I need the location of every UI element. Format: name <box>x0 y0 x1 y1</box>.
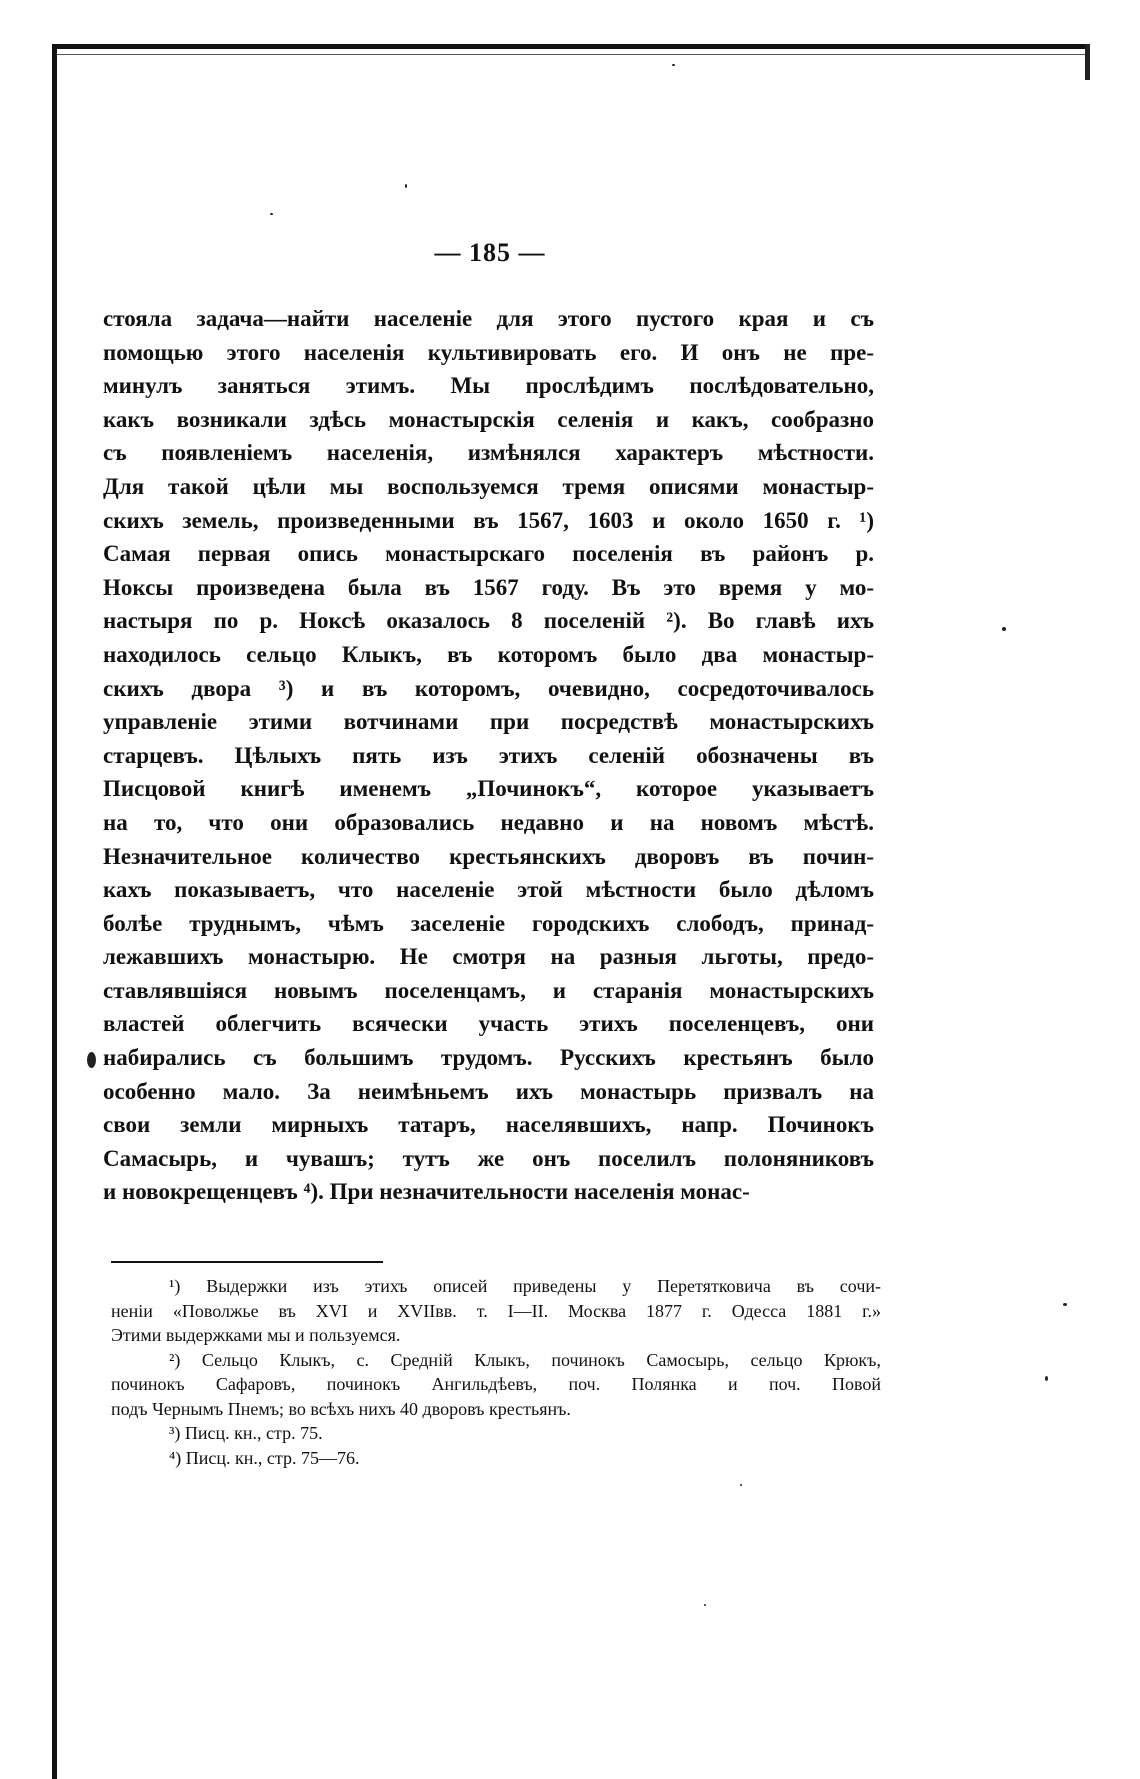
scan-speck <box>704 1604 706 1606</box>
footnote-line: неніи «Поволжье въ XVI и XVIIвв. т. I—II. Москва 1877 г. Одесса 1881 г.» <box>111 1300 881 1321</box>
footnote-line: ³) Писц. кн., стр. 75. <box>169 1423 323 1443</box>
text-line: болѣе труднымъ, чѣмъ заселеніе городскихъ слободъ, принад- <box>103 910 874 936</box>
text-line: Самасырь, и чувашъ; тутъ же онъ поселилъ полоняниковъ <box>103 1145 874 1171</box>
scan-speck <box>740 1484 742 1486</box>
text-line: лежавшихъ монастырю. Не смотря на разныя льготы, предо- <box>103 944 874 970</box>
page-number: — 185 — <box>434 238 546 267</box>
text-line: набирались съ большимъ трудомъ. Русскихъ крестьянъ было <box>103 1045 874 1071</box>
text-line: свои земли мирныхъ татаръ, населявшихъ, напр. Починокъ <box>103 1112 874 1138</box>
scan-speck <box>405 184 407 188</box>
right-border-stub <box>1085 44 1090 80</box>
text-line: старцевъ. Цѣлыхъ пять изъ этихъ селеній обозначены въ <box>103 742 874 768</box>
footnote-separator <box>111 1261 383 1263</box>
text-line: кахъ показываетъ, что населеніе этой мѣстности было дѣломъ <box>103 877 874 903</box>
text-line: ставлявшіяся новымъ поселенцамъ, и старанія монастырскихъ <box>103 977 874 1003</box>
text-line: съ появленіемъ населенія, измѣнялся характеръ мѣстности. <box>103 440 874 466</box>
scan-speck <box>672 64 675 66</box>
text-line: минулъ заняться этимъ. Мы прослѣдимъ послѣдовательно, <box>103 373 874 399</box>
text-line: Ноксы произведена была въ 1567 году. Въ это время у мо- <box>103 574 874 600</box>
text-line: настыря по р. Ноксѣ оказалось 8 поселеній ²). Во главѣ ихъ <box>103 608 874 634</box>
left-border-rule <box>52 44 57 1779</box>
text-line: находилось сельцо Клыкъ, въ которомъ было два монастыр- <box>103 641 874 667</box>
footnotes <box>111 1274 881 1470</box>
top-border-rule <box>52 44 1090 49</box>
main-text <box>103 302 874 1209</box>
text-line: помощью этого населенія культивировать его. И онъ не пре- <box>103 339 874 365</box>
text-line: скихъ земель, произведенными въ 1567, 1603 и около 1650 г. ¹) <box>103 507 874 533</box>
footnote-line: ¹) Выдержки изъ этихъ описей приведены у Перетятковича въ сочи- <box>169 1276 881 1296</box>
text-line: какъ возникали здѣсь монастырскія селенія и какъ, сообразно <box>103 406 874 432</box>
top-border-rule-thin <box>52 54 1090 55</box>
text-line: особенно мало. За неимѣньемъ ихъ монастырь призвалъ на <box>103 1078 874 1104</box>
footnote-line: ²) Сельцо Клыкъ, с. Средній Клыкъ, починокъ Самосырь, сельцо Крюкъ, <box>169 1349 881 1370</box>
scan-speck <box>87 1052 96 1068</box>
scan-speck <box>1045 1376 1048 1381</box>
text-line: Для такой цѣли мы воспользуемся тремя описями монастыр- <box>103 473 874 499</box>
text-line: на то, что они образовались недавно и на новомъ мѣстѣ. <box>103 809 874 835</box>
text-line: управленіе этими вотчинами при посредствѣ монастырскихъ <box>103 709 874 735</box>
footnote-line: починокъ Сафаровъ, починокъ Ангильдѣевъ, поч. Полянка и поч. Повой <box>111 1374 881 1394</box>
scan-speck <box>1002 627 1006 631</box>
footnote-line: подъ Чернымъ Пнемъ; во всѣхъ нихъ 40 дворовъ крестьянъ. <box>111 1398 571 1419</box>
text-line: Незначительное количество крестьянскихъ дворовъ въ почин- <box>103 843 874 869</box>
text-line: и новокрещенцевъ ⁴). При незначительности населенія монас- <box>103 1179 750 1205</box>
scan-speck <box>270 213 273 215</box>
scan-speck <box>1063 1303 1067 1306</box>
text-line: Писцовой книгѣ именемъ „Починокъ“, которое указываетъ <box>103 776 874 802</box>
text-line: стояла задача—найти населеніе для этого пустого края и съ <box>103 306 874 331</box>
footnote-line: ⁴) Писц. кн., стр. 75—76. <box>169 1447 360 1468</box>
text-line: Самая первая опись монастырскаго поселенія въ районъ р. <box>103 541 874 567</box>
text-line: скихъ двора ³) и въ которомъ, очевидно, сосредоточивалось <box>103 675 874 701</box>
text-line: властей облегчить всячески участь этихъ поселенцевъ, они <box>103 1011 874 1037</box>
footnote-line: Этими выдержками мы и пользуемся. <box>111 1325 401 1345</box>
